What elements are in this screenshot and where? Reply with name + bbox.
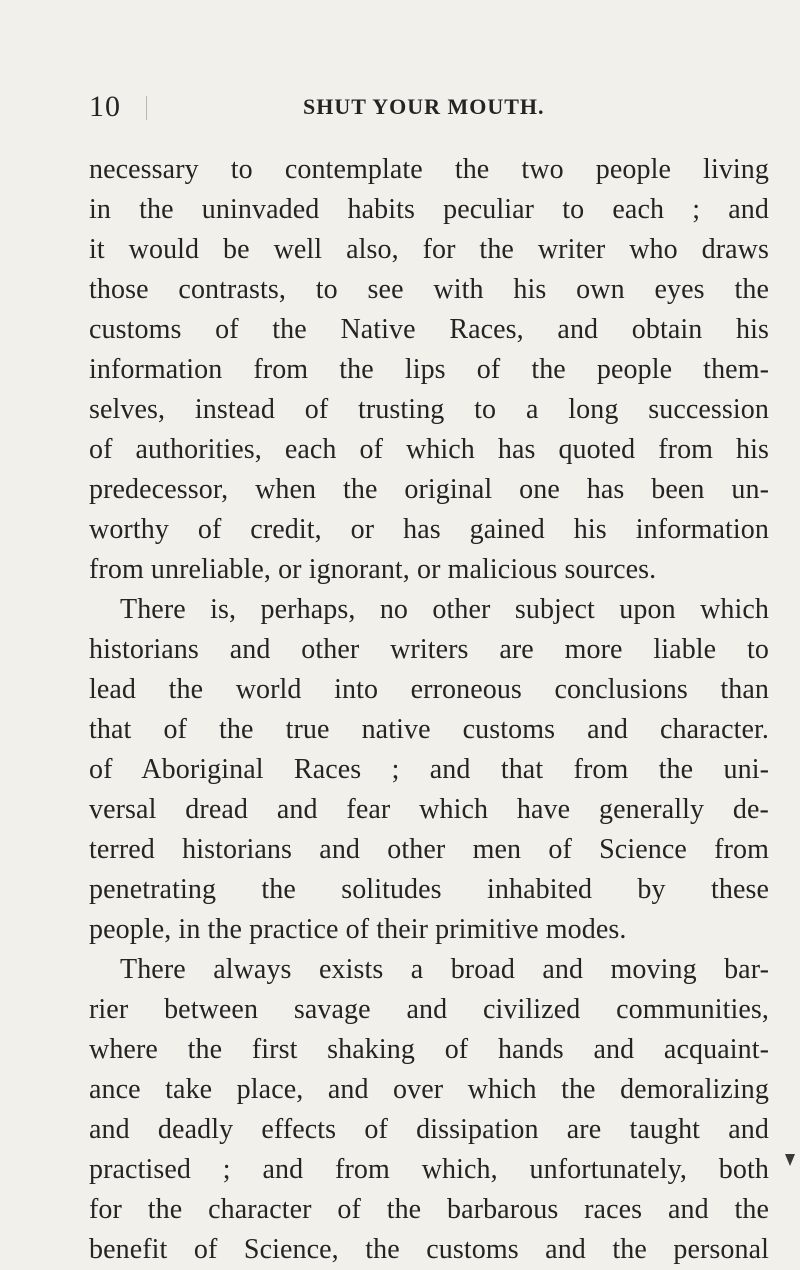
running-head [0,90,800,124]
paragraph-3-line-4: ance take place, and over which the demoralizing [89,1074,769,1105]
paragraph-2-line-3: lead the world into erroneous conclusions than [89,674,769,705]
paragraph-1-line-9: predecessor, when the original one has been un- [89,474,769,505]
paragraph-2-line-2: historians and other writers are more liable to [89,634,769,665]
paragraph-1-line-8: of authorities, each of which has quoted from his [89,434,769,465]
paragraph-3-line-5: and deadly effects of dissipation are taught and [89,1114,769,1145]
paragraph-1-line-2: in the uninvaded habits peculiar to each ; and [89,194,769,225]
paragraph-2-line-5: of Aboriginal Races ; and that from the uni- [89,754,769,785]
paragraph-2-line-7: terred historians and other men of Science from [89,834,769,865]
paragraph-2-line-6: versal dread and fear which have generally de- [89,794,769,825]
print-mark-icon [785,1154,795,1166]
paragraph-1-line-1: necessary to contemplate the two people living [89,154,769,185]
paragraph-1-line-7: selves, instead of trusting to a long succession [89,394,769,425]
paragraph-3-line-3: where the first shaking of hands and acquaint- [89,1034,769,1065]
paragraph-1-line-3: it would be well also, for the writer who draws [89,234,769,265]
paragraph-3-line-2: rier between savage and civilized communities, [89,994,769,1025]
paragraph-3-line-8: benefit of Science, the customs and the personal [89,1234,769,1265]
paragraph-2-line-8: penetrating the solitudes inhabited by these [89,874,769,905]
paragraph-1-line-11: from unreliable, or ignorant, or malicious sources. [89,554,657,585]
paragraph-1-line-4: those contrasts, to see with his own eyes the [89,274,769,305]
paragraph-3-line-1: There always exists a broad and moving bar- [120,954,769,985]
running-title: SHUT YOUR MOUTH. [303,94,545,119]
page-number: 10 [89,90,121,123]
paragraph-1-line-10: worthy of credit, or has gained his information [89,514,769,545]
paragraph-3-line-6: practised ; and from which, unfortunately, both [89,1154,769,1185]
header-divider [146,96,147,120]
paragraph-2-line-9: people, in the practice of their primitive modes. [89,914,627,945]
paragraph-2-line-1: There is, perhaps, no other subject upon which [120,594,769,625]
paragraph-2-line-4: that of the true native customs and character. [89,714,769,745]
paragraph-1-line-5: customs of the Native Races, and obtain his [89,314,769,345]
paragraph-3-line-7: for the character of the barbarous races and the [89,1194,769,1225]
paragraph-1-line-6: information from the lips of the people them- [89,354,769,385]
